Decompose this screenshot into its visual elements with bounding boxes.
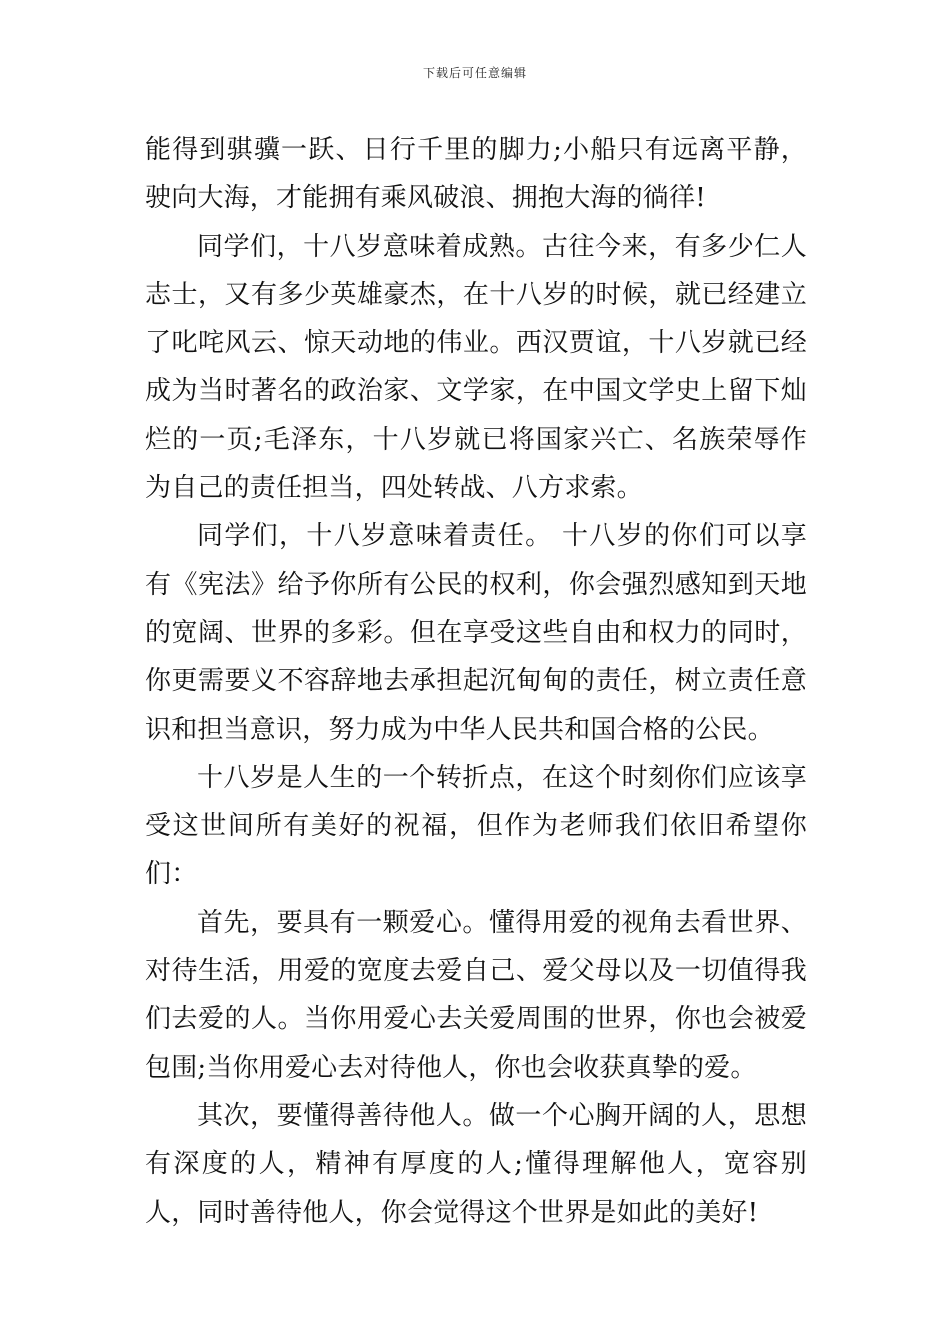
page-header: 下载后可任意编辑 <box>422 66 527 80</box>
paragraph-5: 首先，要具有一颗爱心。懂得用爱的视角去看世界、对待生活，用爱的宽度去爱自己、爱父母以及一切值得我们去爱的人。当你用爱心去关爱周围的世界，你也会被爱包围;当你用爱心去对待他人，你也会收获真挚的爱。 <box>145 907 807 1083</box>
paragraph-2: 同学们，十八岁意味着成熟。古往今来，有多少仁人志士，又有多少英雄豪杰，在十八岁的时候，就已经建立了叱咤风云、惊天动地的伟业。西汉贾谊，十八岁就已经成为当时著名的政治家、文学家，在中国文学史上留下灿烂的一页;毛泽东，十八岁就已将国家兴亡、名族荣辱作为自己的责任担当，四处转战、八方求索。 <box>145 231 807 504</box>
paragraph-1: 能得到骐骥一跃、日行千里的脚力;小船只有远离平静，驶向大海，才能拥有乘风破浪、拥抱大海的徜徉! <box>145 135 807 214</box>
paragraph-3: 同学们，十八岁意味着责任。 十八岁的你们可以享有《宪法》给予你所有公民的权利，你会强烈感知到天地的宽阔、世界的多彩。但在享受这些自由和权力的同时，你更需要义不容辞地去承担起沉甸甸的责任，树立责任意识和担当意识，努力成为中华人民共和国合格的公民。 <box>145 521 807 745</box>
paragraph-4: 十八岁是人生的一个转折点，在这个时刻你们应该享受这世间所有美好的祝福，但作为老师我们依旧希望你们： <box>145 762 807 890</box>
paragraph-6: 其次，要懂得善待他人。做一个心胸开阔的人，思想有深度的人，精神有厚度的人;懂得理解他人，宽容别人，同时善待他人，你会觉得这个世界是如此的美好! <box>145 1100 807 1228</box>
document-body <box>145 126 807 1237</box>
